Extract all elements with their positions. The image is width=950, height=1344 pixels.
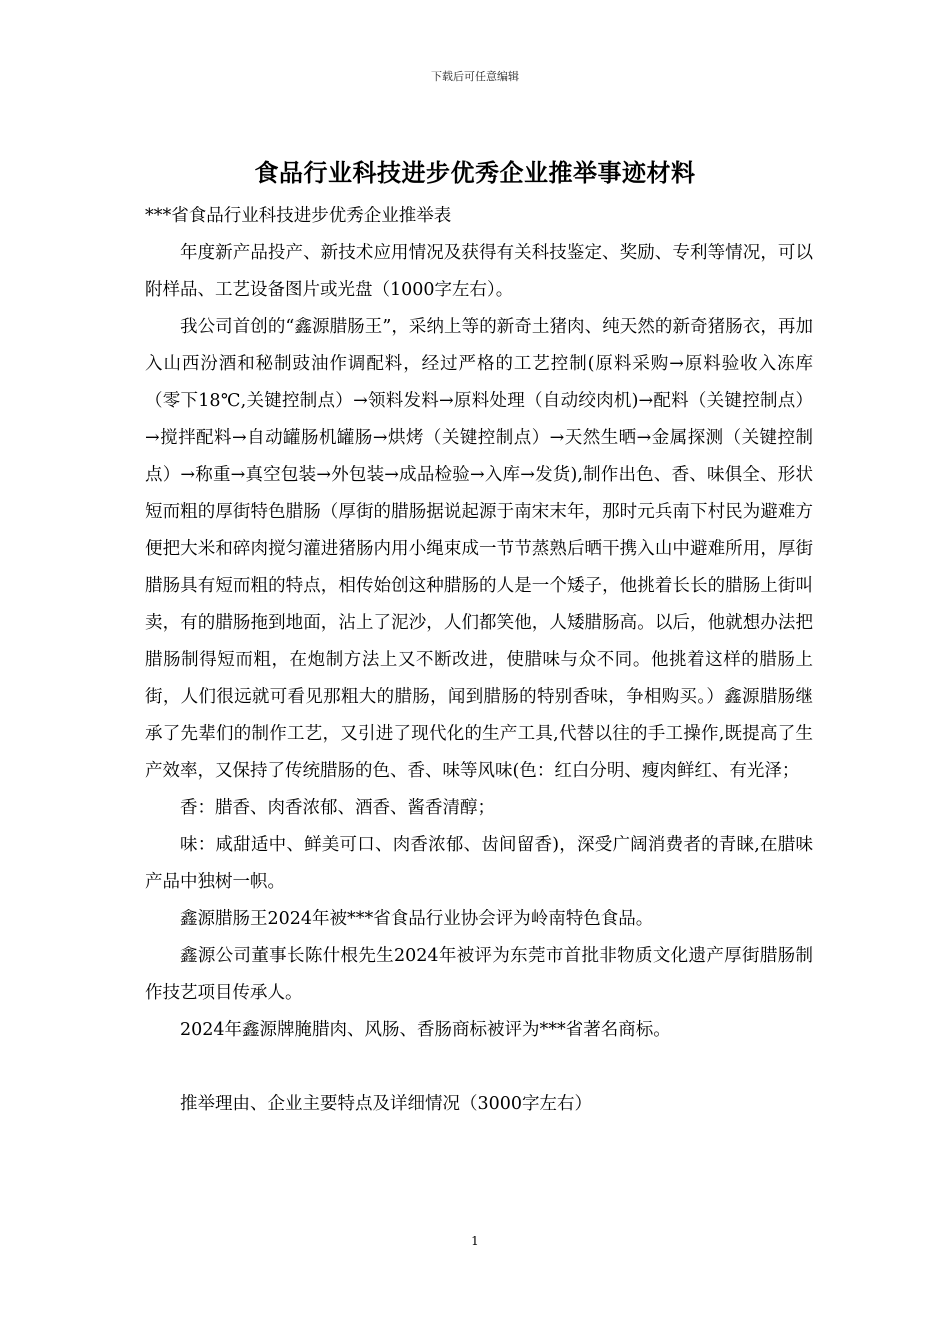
paragraph-spacer — [145, 1049, 813, 1086]
form-title: ***省食品行业科技进步优秀企业推举表 — [145, 206, 452, 226]
paragraph-recommendation: 推举理由、企业主要特点及详细情况（3000字左右） — [180, 1094, 593, 1114]
paragraph-award-chairman: 鑫源公司董事长陈什根先生2024年被评为东莞市首批非物质文化遗产厚街腊肠制作技艺项目传承人。 — [145, 946, 813, 1003]
paragraph-intro: 年度新产品投产、新技术应用情况及获得有关科技鉴定、奖励、专利等情况，可以附样品、工艺设备图片或光盘（1000字左右）。 — [145, 243, 813, 300]
page-number: 1 — [471, 1234, 479, 1248]
paragraph-award-trademark: 2024年鑫源牌腌腊肉、风肠、香肠商标被评为***省著名商标。 — [180, 1020, 671, 1040]
paragraph-product: 我公司首创的“鑫源腊肠王”，采纳上等的新奇土猪肉、纯天然的新奇猪肠衣，再加入山西汾酒和秘制豉油作调配料，经过严格的工艺控制(原料采购→原料验收入冻库（零下18℃,关键控制点）→领料发料→原料处理（自动绞肉机)→配料（关键控制点）→搅拌配料→自动罐肠机罐肠→烘烤（关键控制点）→天然生晒→金属探测（关键控制点）→称重→真空包装→外包装→成品检验→入库→发货),制作出色、香、味俱全、形状短而粗的厚街特色腊肠（厚街的腊肠据说起源于南宋末年，那时元兵南下村民为避难方便把大米和碎肉搅匀灌进猪肠内用小绳束成一节节蒸熟后晒干携入山中避难所用，厚街腊肠具有短而粗的特点，相传始创这种腊肠的人是一个矮子，他挑着长长的腊肠上街叫卖，有的腊肠拖到地面，沾上了泥沙，人们都笑他，人矮腊肠高。以后，他就想办法把腊肠制得短而粗，在炮制方法上又不断改进，使腊味与众不同。他挑着这样的腊肠上街，人们很远就可看见那粗大的腊肠，闻到腊肠的特别香味，争相购买。）鑫源腊肠继承了先辈们的制作工艺，又引进了现代化的生产工具,代替以往的手工操作,既提高了生产效率，又保持了传统腊肠的色、香、味等风味(色：红白分明、瘦肉鲜红、有光泽； — [145, 317, 813, 781]
paragraph-aroma: 香：腊香、肉香浓郁、酒香、酱香清醇； — [180, 798, 495, 818]
paragraph-taste: 味：咸甜适中、鲜美可口、肉香浓郁、齿间留香)，深受广阔消费者的青睐,在腊味产品中独树一帜。 — [145, 835, 813, 892]
document-body — [145, 198, 813, 1123]
paragraph-award-food: 鑫源腊肠王2024年被***省食品行业协会评为岭南特色食品。 — [180, 909, 654, 929]
document-title: 食品行业科技进步优秀企业推举事迹材料 — [254, 159, 696, 187]
header-note: 下载后可任意编辑 — [431, 70, 519, 83]
